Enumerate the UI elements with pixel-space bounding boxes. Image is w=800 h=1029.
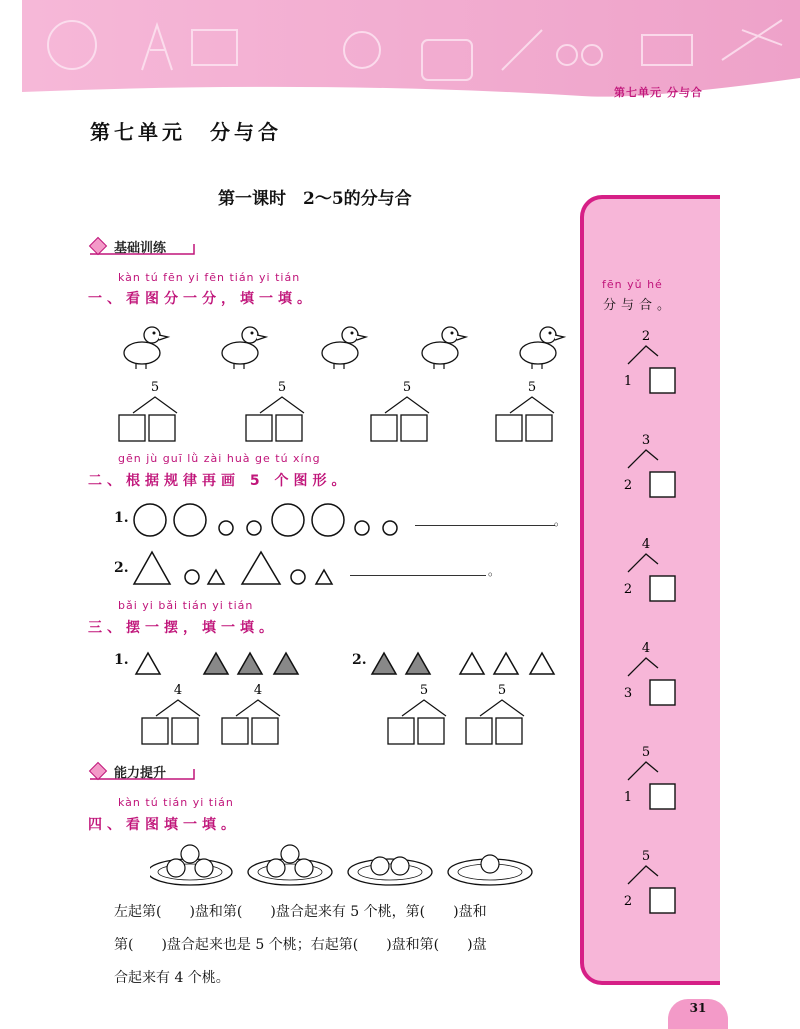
total-number: 5 [641, 849, 651, 864]
q2-item-2-label: 2. [114, 560, 129, 576]
peach-icon [371, 857, 389, 875]
q2-period-2: 。 [488, 564, 501, 578]
q3-figure [130, 648, 570, 748]
white-triangle [530, 653, 554, 674]
q2-triangle-pattern [130, 548, 350, 588]
answer-box[interactable] [650, 784, 675, 809]
gray-triangle [204, 653, 228, 674]
peach-plates [150, 840, 550, 890]
split-tree-1 [119, 380, 177, 441]
q2-item-1-label: 1. [114, 510, 129, 526]
duck-icon [222, 327, 266, 369]
white-triangle [494, 653, 518, 674]
answer-box[interactable] [142, 718, 168, 744]
total-number: 5 [527, 380, 537, 395]
big-circle [312, 504, 344, 536]
answer-box[interactable] [526, 415, 552, 441]
q3-split-tree-2 [222, 683, 280, 744]
unit-title: 第七单元 分与合 [90, 120, 282, 144]
answer-box[interactable] [119, 415, 145, 441]
q2-answer-line-1[interactable] [415, 515, 555, 534]
peach-plate-icon [248, 845, 332, 885]
small-circle [383, 521, 397, 535]
peach-icon [167, 859, 185, 877]
small-circle [291, 570, 305, 584]
duck-icon [422, 327, 466, 369]
split-tree-2 [246, 380, 304, 441]
peach-icon [481, 855, 499, 873]
q2-pinyin: gēn jù guī lǜ zài huà ge tú xíng [118, 452, 321, 465]
duck-icon [124, 327, 168, 369]
small-triangle [208, 570, 224, 584]
answer-box[interactable] [650, 472, 675, 497]
gray-triangle [238, 653, 262, 674]
q1-pinyin: kàn tú fēn yi fēn tián yi tián [118, 271, 301, 284]
q4-line-3: 合起来有 4 个桃。 [114, 970, 230, 986]
total-number: 5 [402, 380, 412, 395]
total-number: 4 [253, 683, 263, 698]
total-number: 5 [419, 683, 429, 698]
answer-box[interactable] [149, 415, 175, 441]
small-circle [185, 570, 199, 584]
q1-figure [110, 315, 570, 445]
total-number: 2 [641, 330, 651, 344]
big-triangle [134, 552, 170, 584]
gray-triangle [274, 653, 298, 674]
duck-icon [322, 327, 366, 369]
big-triangle [242, 552, 280, 584]
answer-box[interactable] [222, 718, 248, 744]
peach-plate-icon [150, 845, 232, 885]
split-tree-4 [496, 380, 554, 441]
answer-box[interactable] [650, 680, 675, 705]
peach-icon [267, 859, 285, 877]
answer-box[interactable] [371, 415, 397, 441]
answer-box[interactable] [252, 718, 278, 744]
sidebar-split-5 [624, 745, 675, 809]
white-triangle [136, 653, 160, 674]
q4-line-1: 左起第( )盘和第( )盘合起来有 5 个桃，第( )盘和 [114, 904, 487, 920]
big-circle [174, 504, 206, 536]
split-tree-3 [371, 380, 429, 441]
basic-training-label: 基础训练 [114, 241, 167, 256]
answer-box[interactable] [650, 368, 675, 393]
peach-icon [295, 859, 313, 877]
answer-box[interactable] [388, 718, 414, 744]
q3-item-2-label: 2. [352, 652, 367, 668]
answer-box[interactable] [466, 718, 492, 744]
sidebar-title: 分与合。 [603, 298, 676, 313]
sidebar-pinyin: fēn yǔ hé [602, 278, 663, 291]
part-number: 2 [623, 582, 633, 597]
answer-box[interactable] [246, 415, 272, 441]
lesson-title: 第一课时 2～5的分与合 [218, 189, 412, 209]
peach-plate-icon [448, 855, 532, 885]
q1-title: 一、看图分一分，填一填。 [88, 291, 316, 307]
total-number: 3 [641, 433, 651, 448]
answer-box[interactable] [496, 415, 522, 441]
total-number: 4 [641, 641, 651, 656]
part-number: 3 [623, 686, 633, 701]
gray-triangle [372, 653, 396, 674]
q3-pinyin: bǎi yi bǎi tián yi tián [118, 599, 254, 612]
sidebar-split-3 [624, 537, 675, 601]
part-number: 2 [623, 894, 633, 909]
answer-box[interactable] [650, 576, 675, 601]
duck-icon [520, 327, 564, 369]
gray-triangle [406, 653, 430, 674]
q2-circle-pattern [130, 498, 420, 543]
answer-box[interactable] [401, 415, 427, 441]
small-triangle [316, 570, 332, 584]
sidebar-split-4 [624, 641, 675, 705]
big-circle [272, 504, 304, 536]
q3-item-1-label: 1. [114, 652, 129, 668]
small-circle [247, 521, 261, 535]
small-circle [355, 521, 369, 535]
part-number: 1 [623, 790, 633, 805]
part-number: 1 [623, 374, 633, 389]
total-number: 4 [173, 683, 183, 698]
peach-plate-icon [348, 857, 432, 885]
page-number: 31 [668, 999, 728, 1029]
peach-icon [195, 859, 213, 877]
header-unit-tag: 第七单元 分与合 [614, 86, 703, 99]
answer-box[interactable] [276, 415, 302, 441]
q2-answer-line-2[interactable] [350, 565, 486, 584]
answer-box[interactable] [172, 718, 198, 744]
peach-icon [281, 845, 299, 863]
peach-icon [391, 857, 409, 875]
total-number: 5 [497, 683, 507, 698]
sidebar-exercises [610, 330, 710, 930]
q3-title: 三、摆一摆，填一填。 [88, 620, 278, 636]
q4-line-2: 第( )盘合起来也是 5 个桃；右起第( )盘和第( )盘 [114, 937, 487, 953]
total-number: 4 [641, 537, 651, 552]
total-number: 5 [150, 380, 160, 395]
total-number: 5 [641, 745, 651, 760]
q3-split-tree-4 [466, 683, 524, 744]
small-circle [219, 521, 233, 535]
answer-box[interactable] [496, 718, 522, 744]
big-circle [134, 504, 166, 536]
q2-period-1: 。 [554, 514, 567, 528]
answer-box[interactable] [650, 888, 675, 913]
sidebar-split-6 [624, 849, 675, 913]
sidebar-split-2 [624, 433, 675, 497]
sidebar-split-1 [624, 330, 675, 393]
answer-box[interactable] [418, 718, 444, 744]
q3-split-tree-1 [142, 683, 200, 744]
part-number: 2 [623, 478, 633, 493]
q4-title: 四、看图填一填。 [88, 817, 240, 833]
q4-pinyin: kàn tú tián yi tián [118, 796, 234, 809]
q2-title: 二、根据规律再画 5 个图形。 [88, 473, 351, 489]
peach-icon [181, 845, 199, 863]
ability-label: 能力提升 [114, 766, 167, 781]
total-number: 5 [277, 380, 287, 395]
q3-split-tree-3 [388, 683, 446, 744]
white-triangle [460, 653, 484, 674]
